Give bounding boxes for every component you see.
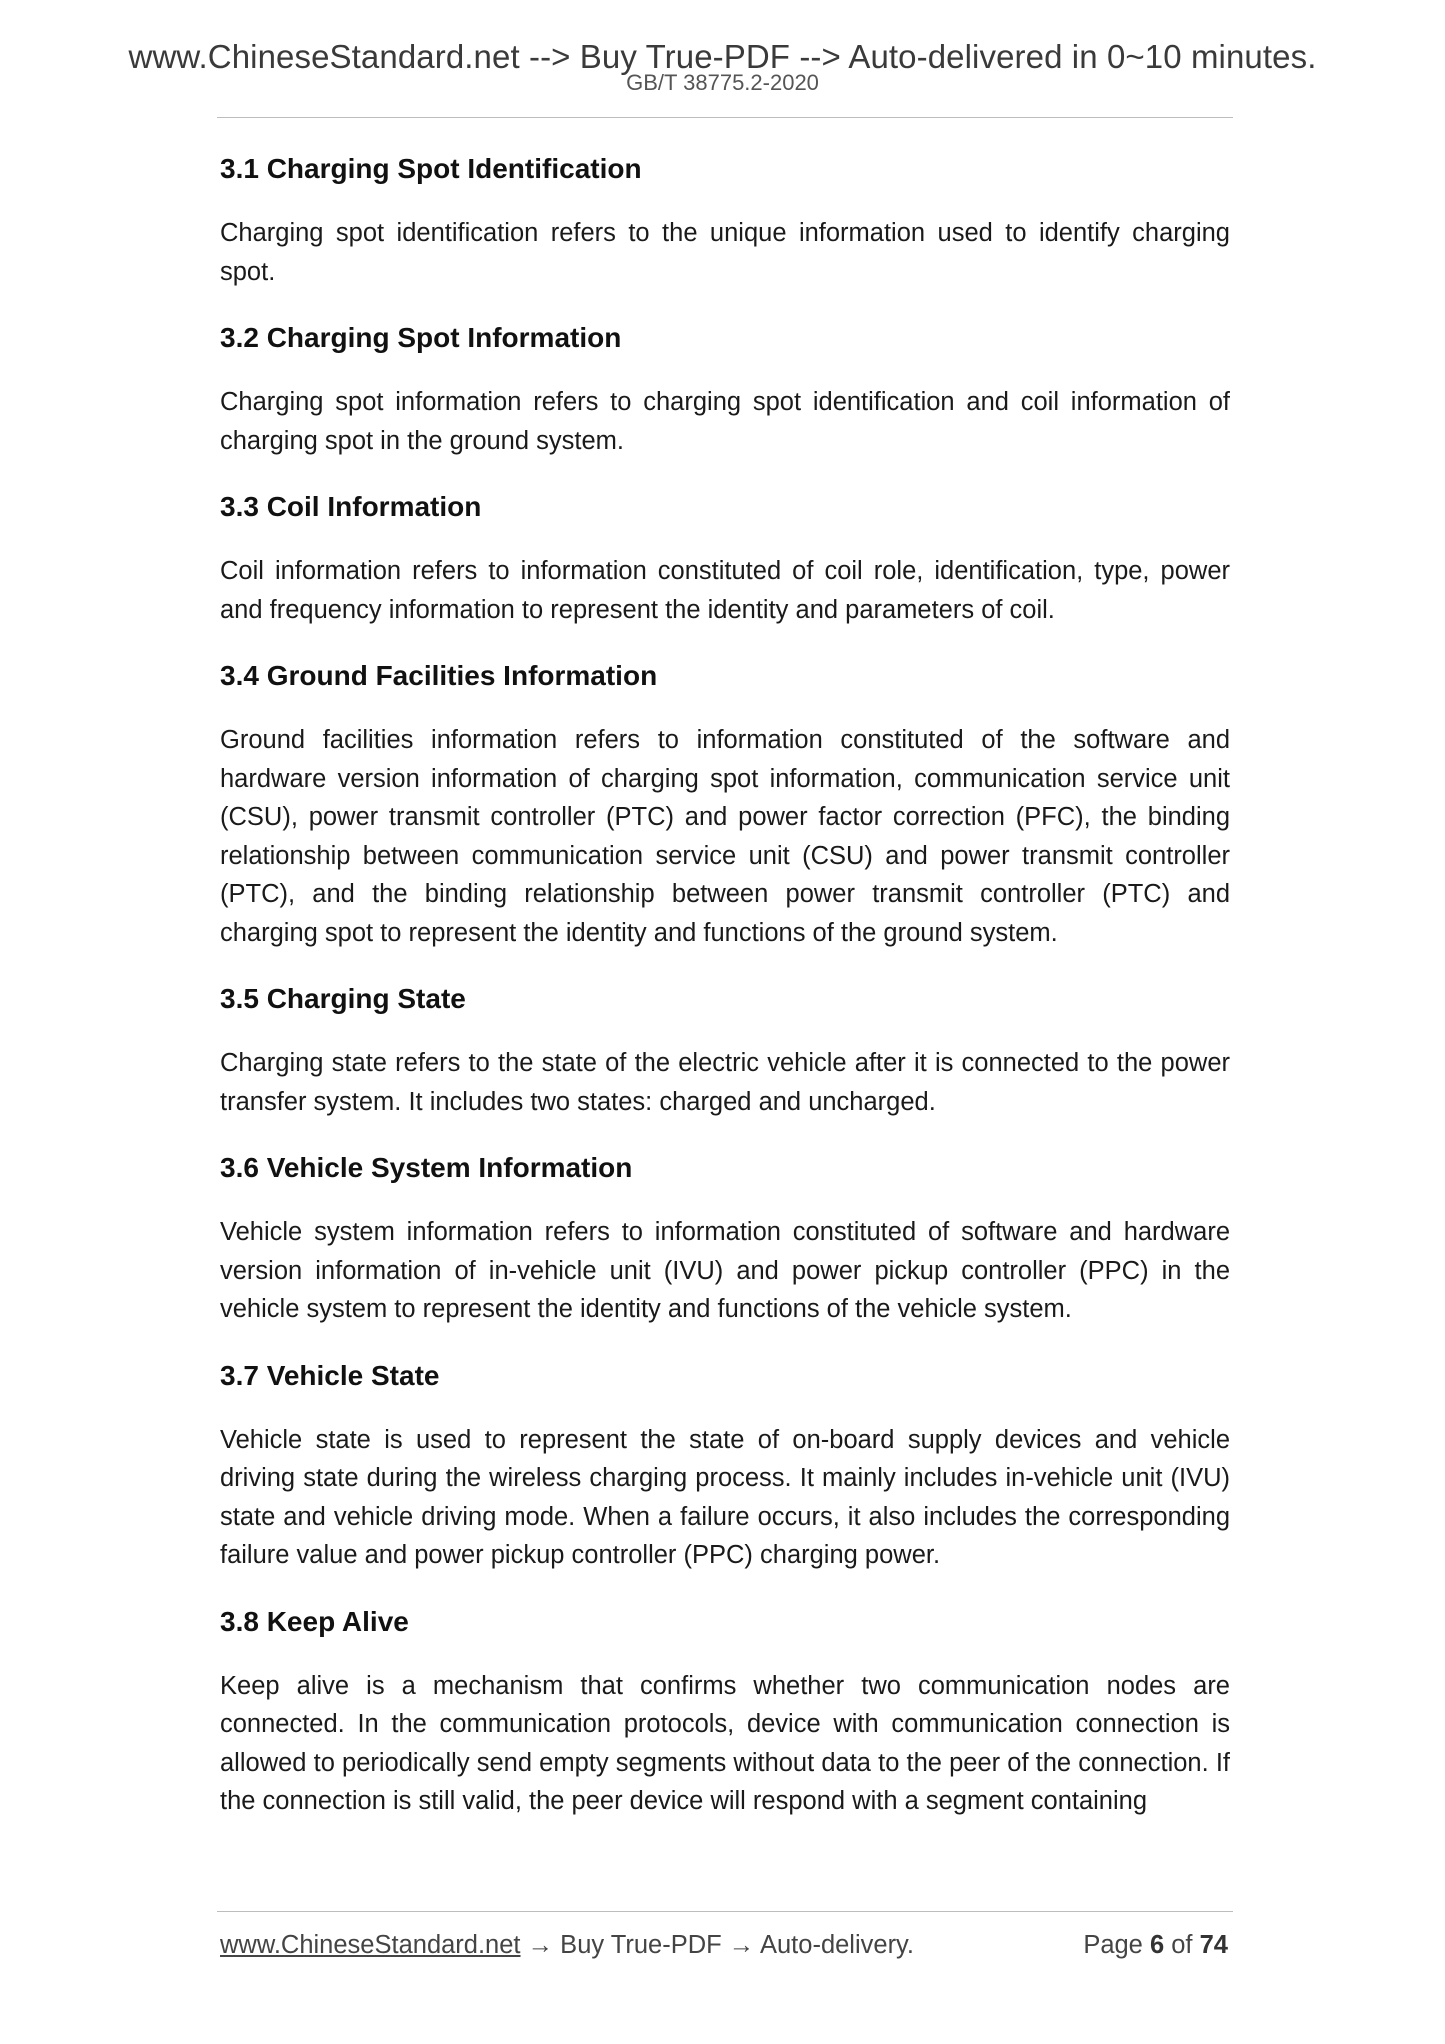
section-heading: 3.4 Ground Facilities Information [220,660,658,691]
section-3-2 [220,321,1230,460]
section-paragraph: Vehicle system information refers to information constituted of software and hardware version information of in-vehicle unit (IVU) and power pickup controller (PPC) in the vehicle system to represent the identity and functions of the vehicle system. [220,1218,1230,1323]
footer-delivery-text: → Buy True-PDF → Auto-delivery. [520,1931,914,1959]
section-paragraph: Charging spot information refers to charging spot identification and coil information of charging spot in the ground system. [220,388,1230,455]
section-paragraph: Vehicle state is used to represent the state of on-board supply devices and vehicle driving state during the wireless charging process. It mainly includes in-vehicle unit (IVU) state and vehicle driving mode. When a failure occurs, it also includes the corresponding failure value and power pickup controller (PPC) charging power. [220,1425,1230,1569]
page-total: 74 [1199,1931,1228,1959]
of-label: of [1171,1931,1193,1959]
page-footer [220,1931,1228,1960]
section-heading: 3.1 Charging Spot Identification [220,153,642,184]
section-3-7 [220,1359,1230,1575]
section-paragraph: Keep alive is a mechanism that confirms whether two communication nodes are connected. In the communication protocols, device with communication connection is allowed to periodically send empty segments without data to the peer of the connection. If the connection is still valid, the peer device will respond with a segment containing [220,1671,1230,1815]
section-3-5 [220,982,1230,1121]
section-heading: 3.7 Vehicle State [220,1359,440,1391]
section-heading: 3.6 Vehicle System Information [220,1152,633,1183]
page-number: 6 [1149,1931,1165,1959]
page-indicator [1083,1931,1228,1960]
header-divider [217,117,1233,118]
page-label: Page [1083,1931,1143,1959]
document-body [220,152,1230,1851]
section-paragraph: Coil information refers to information constituted of coil role, identification, type, power and frequency information to represent the identity and parameters of coil. [220,557,1230,624]
section-paragraph: Charging spot identification refers to the unique information used to identify charging spot. [220,219,1230,286]
section-heading: 3.5 Charging State [220,983,466,1014]
standard-code: GB/T 38775.2-2020 [626,70,819,95]
section-3-8 [220,1605,1230,1821]
section-paragraph: Ground facilities information refers to information constituted of the software and hardware version information of charging spot information, communication service unit (CSU), power transmit controller (PTC) and power factor correction (PFC), the binding relationship between communication service unit (CSU) and power transmit controller (PTC), and the binding relationship between power transmit controller (PTC) and charging spot to represent the identity and functions of the ground system. [220,726,1230,947]
section-paragraph: Charging state refers to the state of the electric vehicle after it is connected to the power transfer system. It includes two states: charged and uncharged. [220,1049,1230,1116]
section-3-4 [220,659,1230,952]
section-heading: 3.8 Keep Alive [220,1605,409,1637]
section-heading: 3.3 Coil Information [220,491,482,522]
section-3-3 [220,490,1230,629]
footer-site-link[interactable]: www.ChineseStandard.net [220,1931,521,1959]
section-3-6 [220,1151,1230,1329]
footer-divider [217,1911,1233,1912]
section-3-1 [220,152,1230,291]
site-banner[interactable]: www.ChineseStandard.net --> Buy True-PDF --> Auto-delivered in 0~10 minutes. [128,38,1317,75]
section-heading: 3.2 Charging Spot Information [220,322,622,353]
